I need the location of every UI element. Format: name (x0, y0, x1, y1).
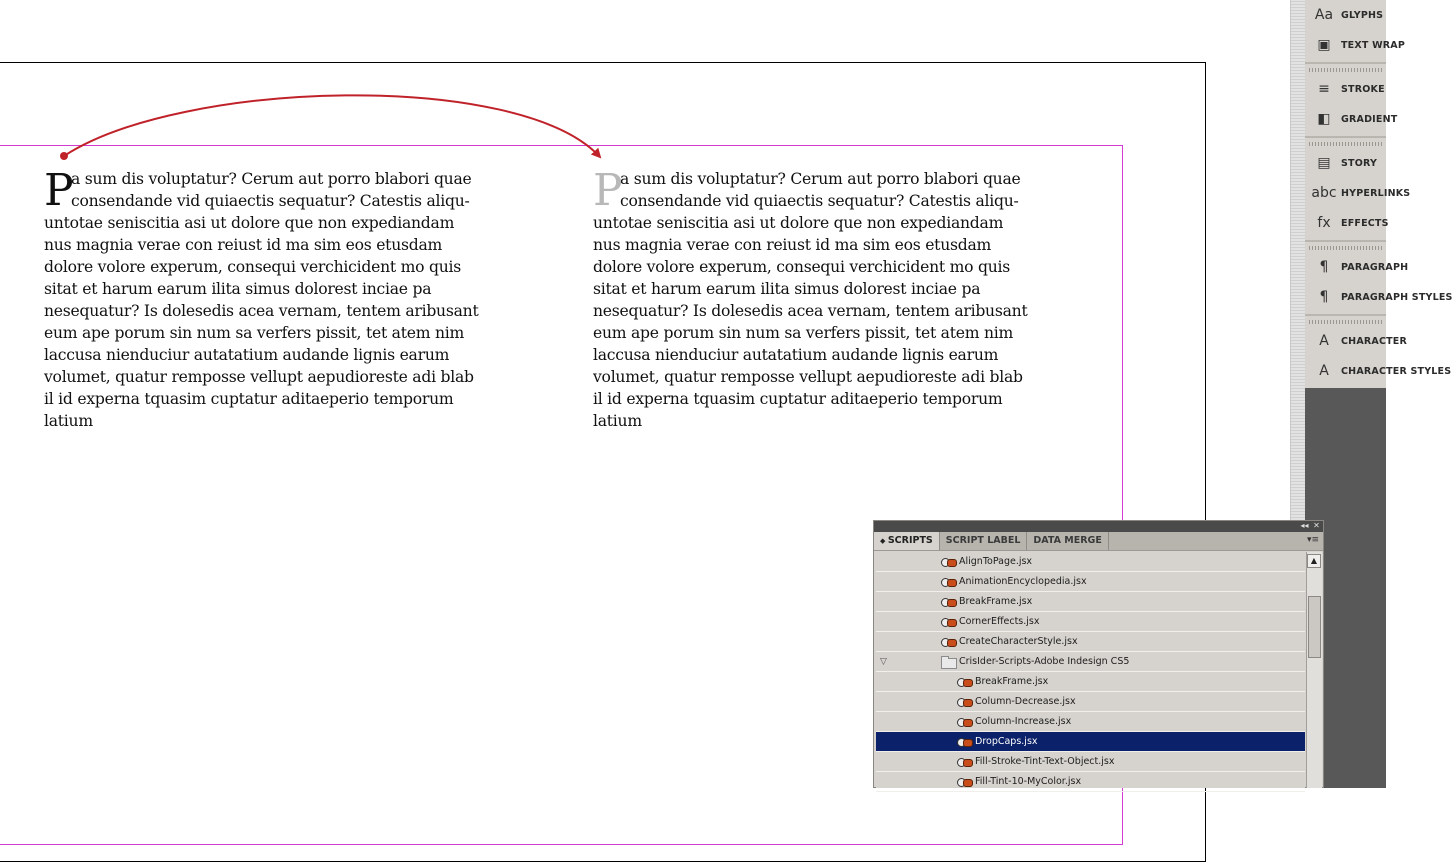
dock-panels (1305, 0, 1453, 388)
paragraph-line: nus magnia verae con reiust id ma sim eos etusdam (44, 236, 443, 254)
dock-item-effects[interactable] (1305, 208, 1389, 238)
dock-item-character-styles[interactable] (1305, 356, 1452, 386)
dock-item-story[interactable] (1305, 148, 1386, 178)
panel-tabs (874, 532, 1323, 551)
dock-item-label: EFFECTS (1341, 217, 1389, 229)
dock-item-hyperlinks[interactable] (1305, 178, 1411, 208)
tab-label: SCRIPT LABEL (945, 535, 1021, 546)
script-row[interactable] (876, 552, 1305, 572)
dock-group (1305, 136, 1411, 240)
paragraph-line: eum ape porum sin num sa verfers pissit, tet atem nim (44, 324, 465, 342)
paragraph-line: eum ape porum sin num sa verfers pissit, tet atem nim (593, 324, 1014, 342)
tab-label: SCRIPTS (887, 535, 933, 546)
script-row[interactable] (876, 572, 1305, 592)
dock-item-label: STORY (1341, 157, 1378, 169)
glyphs-icon: Aa (1314, 7, 1334, 23)
script-folder-row[interactable] (876, 652, 1305, 672)
paragraph-line: untotae seniscitia asi ut dolore que non expediandam (593, 214, 1004, 232)
paragraph-left (44, 165, 479, 432)
dock-item-label: GLYPHS (1341, 9, 1384, 21)
paragraph-line: untotae seniscitia asi ut dolore que non expediandam (44, 214, 455, 232)
dock-group (1305, 240, 1453, 314)
panel-titlebar[interactable] (874, 521, 1323, 532)
script-icon (940, 576, 956, 588)
paragraph-line: sitat et harum earum ilita simus dolorest inciae pa (44, 280, 432, 298)
script-icon (940, 636, 956, 648)
paragraph-line: consendande vid quiaectis sequatur? Catestis aliqu- (620, 192, 1019, 210)
dock-group (1305, 314, 1452, 388)
script-icon (956, 676, 972, 688)
scroll-thumb[interactable] (1308, 596, 1321, 658)
row-label: CornerEffects.jsx (959, 616, 1040, 627)
dock-item-label: PARAGRAPH STYLES (1341, 291, 1453, 303)
dock-item-label: STROKE (1341, 83, 1385, 95)
drop-cap-left: P (44, 165, 74, 216)
script-row[interactable] (876, 732, 1305, 752)
script-row[interactable] (876, 712, 1305, 732)
tab-label: DATA MERGE (1033, 535, 1102, 546)
row-label: BreakFrame.jsx (959, 596, 1033, 607)
script-icon (956, 776, 972, 788)
dock-item-paragraph[interactable] (1305, 252, 1409, 282)
row-label: Fill-Tint-10-MyColor.jsx (975, 776, 1082, 787)
paragraph-line: dolore volore experum, consequi verchicident mo quis (593, 258, 1010, 276)
paragraph-line: laccusa nienduciur autatatium audande lignis earum (44, 346, 450, 364)
paragraph-line: laccusa nienduciur autatatium audande lignis earum (593, 346, 999, 364)
tab-prefix: ◆ (880, 537, 888, 545)
scrollbar[interactable] (1306, 552, 1322, 788)
text-frame-left[interactable] (44, 165, 479, 432)
paragraph-line: a sum dis voluptatur? Cerum aut porro blabori quae (620, 170, 1021, 188)
dock-item-label: HYPERLINKS (1341, 187, 1411, 199)
script-row[interactable] (876, 612, 1305, 632)
paragraph-line: il id experna tquasim cuptatur aditaeperio temporum (593, 390, 1003, 408)
close-icon[interactable]: ✕ (1313, 521, 1320, 530)
dock-item-label: CHARACTER (1341, 335, 1407, 347)
paragraph-line: volumet, quatur remposse vellupt aepudioreste adi blab (593, 368, 1023, 386)
paragraph-line: a sum dis voluptatur? Cerum aut porro blabori quae (71, 170, 472, 188)
dock-item-stroke[interactable] (1305, 74, 1386, 104)
scripts-list (876, 552, 1305, 788)
paragraph-line: il id experna tquasim cuptatur aditaeperio temporum (44, 390, 454, 408)
dock-item-label: TEXT WRAP (1341, 39, 1405, 51)
row-label: CrisIder-Scripts-Adobe Indesign CS5 (959, 656, 1130, 667)
dock-item-label: GRADIENT (1341, 113, 1398, 125)
paragraph-line: volumet, quatur remposse vellupt aepudioreste adi blab (44, 368, 474, 386)
paragraph-line: consendande vid quiaectis sequatur? Catestis aliqu- (71, 192, 470, 210)
folder-icon (940, 656, 956, 668)
script-icon (956, 716, 972, 728)
script-icon (940, 556, 956, 568)
paragraph-line: dolore volore experum, consequi verchicident mo quis (44, 258, 461, 276)
row-label: Column-Increase.jsx (975, 716, 1072, 727)
paragraph-line: latium (593, 412, 642, 430)
dock-item-paragraph-styles[interactable] (1305, 282, 1453, 312)
script-icon (956, 756, 972, 768)
script-icon (940, 596, 956, 608)
dock-item-label: CHARACTER STYLES (1341, 365, 1452, 377)
expand-triangle-icon[interactable]: ▽ (880, 657, 887, 667)
dock-group-grip[interactable] (1309, 320, 1382, 324)
paragraph-line: sitat et harum earum ilita simus dolorest inciae pa (593, 280, 981, 298)
script-row[interactable] (876, 752, 1305, 772)
paragraph-line: nesequatur? Is dolesedis acea vernam, tentem aribusant (593, 302, 1028, 320)
paragraph-line: nesequatur? Is dolesedis acea vernam, tentem aribusant (44, 302, 479, 320)
row-label: AlignToPage.jsx (959, 556, 1033, 567)
dock-item-text-wrap[interactable] (1305, 30, 1405, 60)
dock-item-gradient[interactable] (1305, 104, 1398, 134)
row-label: Column-Decrease.jsx (975, 696, 1076, 707)
script-row[interactable] (876, 692, 1305, 712)
stroke-icon: ≡ (1318, 81, 1330, 97)
character-styles-icon: A (1319, 363, 1329, 379)
tab-scripts[interactable] (874, 532, 940, 550)
script-icon (956, 736, 972, 748)
dock-group (1305, 62, 1398, 136)
gradient-icon: ◧ (1317, 111, 1331, 127)
tab-script-label[interactable] (940, 532, 1028, 550)
paragraph-right (593, 165, 1028, 432)
paragraph-icon: ¶ (1319, 259, 1329, 275)
script-row[interactable] (876, 772, 1305, 792)
script-icon (940, 616, 956, 628)
effects-icon: fx (1317, 215, 1331, 231)
row-label: BreakFrame.jsx (975, 676, 1049, 687)
paragraph-styles-icon: ¶ (1319, 289, 1329, 305)
paragraph-line: latium (44, 412, 93, 430)
row-label: DropCaps.jsx (975, 736, 1038, 747)
script-row[interactable] (876, 592, 1305, 612)
scripts-panel (873, 520, 1324, 788)
tab-data-merge[interactable] (1027, 532, 1108, 550)
dock-group-grip[interactable] (1309, 142, 1382, 146)
script-row[interactable] (876, 672, 1305, 692)
row-label: Fill-Stroke-Tint-Text-Object.jsx (975, 756, 1115, 767)
paragraph-line: nus magnia verae con reiust id ma sim eos etusdam (593, 236, 992, 254)
script-row[interactable] (876, 632, 1305, 652)
dock-item-character[interactable] (1305, 326, 1407, 356)
text-frame-right[interactable] (593, 165, 1028, 432)
row-label: AnimationEncyclopedia.jsx (959, 576, 1087, 587)
collapse-icon[interactable]: ◂◂ (1300, 521, 1309, 530)
dock-item-label: PARAGRAPH (1341, 261, 1409, 273)
text-wrap-icon: ▣ (1317, 37, 1331, 53)
script-icon (956, 696, 972, 708)
story-icon: ▤ (1317, 155, 1331, 171)
dock-group-grip[interactable] (1309, 68, 1382, 72)
drop-cap-right: P (593, 165, 623, 216)
dock-group (1305, 0, 1405, 62)
scroll-up-arrow-icon[interactable]: ▲ (1307, 554, 1321, 568)
character-icon: A (1319, 333, 1329, 349)
panel-menu-icon[interactable]: ▾≡ (1306, 535, 1319, 545)
dock-item-glyphs[interactable] (1305, 0, 1386, 30)
row-label: CreateCharacterStyle.jsx (959, 636, 1078, 647)
hyperlinks-icon: abc (1311, 185, 1337, 201)
dock-group-grip[interactable] (1309, 246, 1382, 250)
